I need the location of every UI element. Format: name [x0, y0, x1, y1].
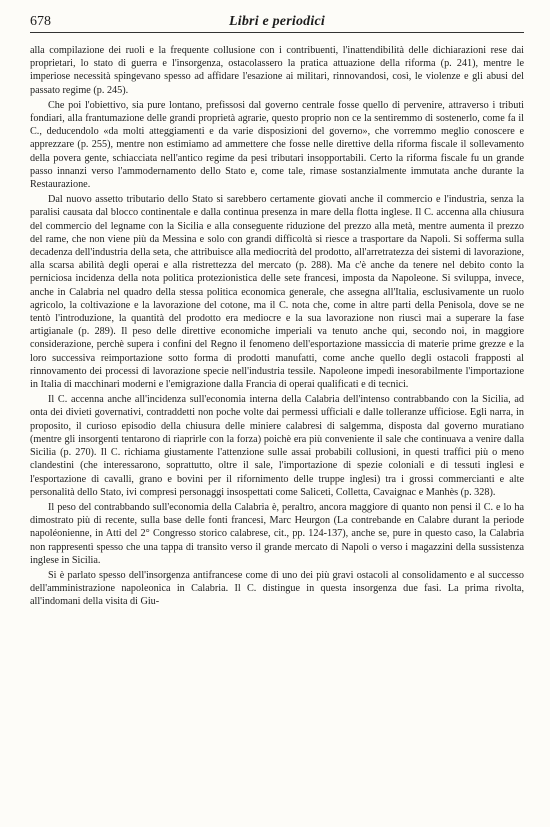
paragraph: alla compilazione dei ruoli e la frequente collusione con i contribuenti, l'inattendibilità delle dichiarazioni rese dai proprietari, lo stato di guerra e l'insorgenza, ostacolassero la pratica attuazione della riforma (p. 241), mentre le imperiose necessità spingevano spesso ad affidare l'esazione ai militari, rinnovandosi, così, le violenze e gli abusi del passato regime (p. 245).	[30, 45, 524, 96]
body-text	[30, 44, 524, 611]
paragraph: Dal nuovo assetto tributario dello Stato si sarebbero certamente giovati anche il commercio e l'industria, senza la paralisi causata dal blocco continentale e dalla continua presenza in mare della flotta inglese. Il C. accenna alla chiusura del commercio del legname con la Sicilia e alla conseguente riduzione del prezzo alla metà, mentre aumenta il prezzo del rame, che non viene più da Messina e solo con grandi difficoltà si riesce a trasportare da Napoli. Si sofferma sulla decadenza dell'industria della seta, che attribuisce alla mediocrità del prodotto, all'arretratezza dei sistemi di lavorazione, alla scarsa abilità degli operai e alla ristrettezza del mercato (p. 288). Ma c'è anche da tenere nel debito conto la perniciosa incidenza della nota politica protezionistica delle sete francesi, imposta da Napoleone. Si sviluppa, invece, anche in Calabria nel quadro della stessa politica economica generale, che assegna all'Italia, esclusivamente un ruolo agricolo, la coltivazione e la lavorazione del cotone, ma il C. nota che, come in altre parti della Penisola, dove se ne tentò l'introduzione, la quantità del prodotto era mediocre e la sua lavorazione non riuscì mai a superare la fase artigianale (p. 289). Il peso delle direttive economiche imperiali va tenuto anche qui, secondo noi, in maggiore considerazione, perchè supera i confini del Regno il fenomeno dell'esportazione massiccia di materie prime grezze e la loro successiva reimportazione sotto forma di prodotti manufatti, come anche quello degli ostacoli frapposti al rinnovamento dei processi di lavorazione specie nell'industria tessile. Napoleone impedì inesorabilmente l'importazione in Italia di macchinari moderni e l'emigrazione dalla Francia di operai qualificati e di tecnici.	[30, 194, 524, 391]
running-title: Libri e periodici	[229, 14, 325, 29]
paragraph: Il C. accenna anche all'incidenza sull'economia interna della Calabria dell'intenso contrabbando con la Sicilia, ad onta dei divieti governativi, contraddetti non poche volte dai permessi ufficiali e dalle tolleranze ufficiose. Egli narra, in proposito, il curioso episodio della chiusura delle miniere calabresi di salgemma, disposta dal governo muratiano (mentre gli insorgenti tentarono di riaprirle con la forza) poichè era più conveniente il sale che continuava a venire dalla Sicilia (p. 270). Il C. richiama giustamente l'attenzione sulle assai probabili collusioni, in questi traffici più o meno clandestini (che interessarono, soprattutto, oltre il sale, l'importazione di spezie coloniali e di tessuti inglesi e l'esportazione di cavalli, grano e bovini per il rifornimento delle truppe inglesi) tra i grossi commercianti e alte personalità dello Stato, ivi compresi personaggi insospettati come Saliceti, Colletta, Cavaignac e Manhès (p. 328).	[30, 394, 524, 498]
paragraph: Che poi l'obiettivo, sia pure lontano, prefissosi dal governo centrale fosse quello di pervenire, attraverso i tributi fondiari, alla frantumazione delle grandi proprietà agrarie, questo proprio non ce la sentiremmo di sostenerlo, come fa il C., deducendolo «da molti atteggiamenti e da varie disposizioni del governo», che vorremmo meglio conoscere e apprezzare (p. 255), mentre non estimiamo ad ammettere che fosse nelle direttive della riforma fiscale il sollevamento della povera gente, schiacciata nell'antico regime da pesi tributari insopportabili. Certo la riforma fiscale fu un grande passo innanzi verso l'ammodernamento dello Stato e, come tale, rimase sostanzialmente immutata anche durante la Restaurazione.	[30, 99, 524, 191]
paragraph: Si è parlato spesso dell'insorgenza antifrancese come di uno dei più gravi ostacoli al consolidamento e al successo dell'amministrazione napoleonica in Calabria. Il C. distingue in questa insorgenza due fasi. La prima rivolta, all'indomani della visita di Giu-	[30, 569, 524, 608]
page-number: 678	[30, 14, 51, 29]
page-header	[30, 14, 524, 33]
paragraph: Il peso del contrabbando sull'economia della Calabria è, peraltro, ancora maggiore di quanto non pensi il C. e lo ha dimostrato più di recente, sulla base delle fonti francesi, Marc Heurgon (La contrebande en Calabre durant la periode napoléonienne, in Atti del 2° Congresso storico calabrese, cit., pp. 124-137), anche se, pure in questo caso, la Calabria non rappresentì spesso che una tappa di transito verso il grande mercato di Napoli o verso i magazzini della sussistenza inglese in Sicilia.	[30, 501, 524, 566]
